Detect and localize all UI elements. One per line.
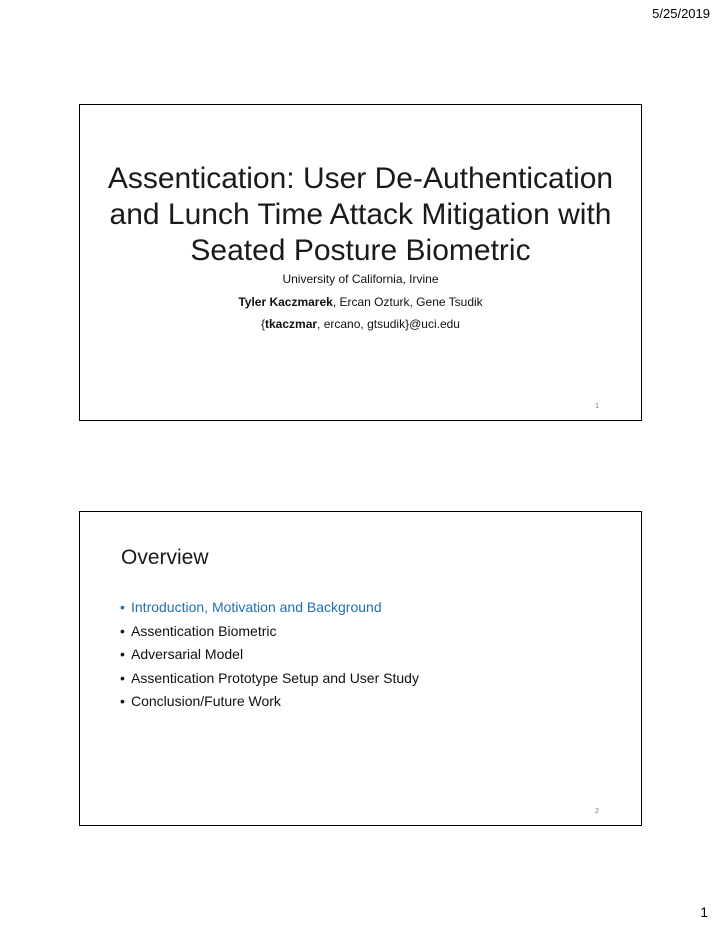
other-emails: , ercano, gtsudik}@uci.edu: [317, 317, 460, 331]
bullet-icon: •: [120, 646, 125, 662]
page-date: 5/25/2019: [652, 6, 710, 21]
page-number: 1: [700, 904, 708, 920]
overview-list: [120, 596, 419, 714]
bullet-icon: •: [120, 693, 125, 709]
bullet-icon: •: [120, 622, 125, 639]
list-item: • Assentication Biometric: [120, 620, 419, 644]
list-item: • Introduction, Motivation and Background: [120, 596, 419, 620]
list-item: • Assentication Prototype Setup and User Study: [120, 667, 419, 691]
co-authors: , Ercan Ozturk, Gene Tsudik: [332, 295, 483, 309]
slide-2: [79, 511, 642, 826]
slide-1: [79, 104, 642, 421]
emails: [80, 317, 641, 331]
bullet-icon: •: [120, 669, 125, 686]
slide-1-number: 1: [595, 403, 599, 410]
primary-author: Tyler Kaczmarek: [238, 295, 333, 309]
authors: [80, 295, 641, 309]
bullet-icon: •: [120, 599, 125, 615]
email-brace: {: [261, 317, 266, 331]
slide-2-number: 2: [595, 808, 599, 815]
slide-2-title: Overview: [121, 546, 209, 569]
list-item: • Conclusion/Future Work: [120, 690, 419, 714]
primary-email: tkaczmar: [265, 317, 318, 331]
slide-1-title: Assentication: User De-Authentication and Lunch Time Attack Mitigation with Seated Posture Biometric: [107, 162, 614, 267]
list-item: • Adversarial Model: [120, 643, 419, 667]
affiliation: University of California, Irvine: [282, 272, 439, 286]
